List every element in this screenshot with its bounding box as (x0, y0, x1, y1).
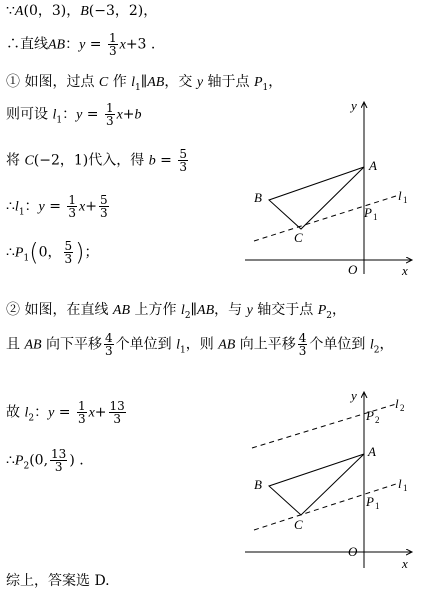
colon: ： (62, 106, 77, 123)
line-name: AB (218, 337, 236, 353)
text: 作 (108, 74, 132, 90)
denominator: 3 (113, 412, 121, 426)
text: ，则 (185, 336, 219, 353)
subscript: 1 (23, 253, 30, 264)
fraction (99, 194, 109, 219)
subscript: 2 (28, 413, 35, 424)
label-l2: l (395, 396, 399, 411)
point-p: P (14, 453, 24, 469)
fraction (109, 400, 126, 425)
var-y: y (48, 405, 55, 421)
label-y: y (351, 388, 357, 403)
equals: = (54, 404, 75, 421)
text: 向下平移 (41, 336, 103, 353)
fraction (77, 400, 87, 425)
line-2 (6, 32, 155, 57)
paren-open: (0, (29, 452, 49, 469)
point-b-label: B (80, 4, 89, 19)
line-name: AB (197, 303, 215, 318)
dashed-line-l2 (252, 404, 396, 448)
parallel-symbol: ∥ (140, 74, 148, 90)
subscript: 2 (184, 310, 191, 321)
text: 个单位到 (309, 336, 370, 353)
point-c: C (98, 75, 109, 90)
equals: = (85, 36, 106, 53)
line-name: AB (48, 37, 66, 53)
fraction (105, 102, 115, 127)
line-name: AB (112, 303, 131, 318)
label-l1-sub: 1 (403, 483, 408, 493)
numerator: 1 (68, 193, 77, 207)
var-x: x (88, 405, 95, 421)
point-b-coord: (−3，2) (88, 3, 144, 19)
denominator: 3 (108, 44, 117, 58)
line-l: l (131, 75, 136, 90)
point-c: C (24, 153, 34, 169)
numerator: 4 (105, 331, 113, 345)
denominator: 3 (105, 344, 113, 358)
line-l: l (180, 303, 185, 318)
colon: ： (34, 404, 49, 421)
equals: = (44, 198, 66, 215)
point-a-coord: (0，3) (23, 3, 67, 19)
var-x: x (116, 107, 123, 123)
label-a: A (369, 158, 377, 173)
text: 故 (6, 404, 25, 421)
line-6 (6, 194, 111, 221)
label-x: x (402, 556, 408, 571)
punctuation: ， (379, 336, 394, 353)
point-p: P (253, 75, 263, 90)
triangle-abc (269, 167, 364, 229)
paren-close: ) (69, 452, 75, 469)
label-y: y (351, 98, 357, 113)
tail: +3 . (125, 36, 156, 53)
figure-2 (240, 388, 420, 573)
line-7 (6, 240, 99, 267)
line-name: AB (147, 75, 165, 90)
item-number: ② (6, 302, 20, 318)
equals: = (155, 152, 177, 169)
point-p: P (14, 245, 24, 261)
line-12 (6, 572, 110, 590)
label-l1-sub: 1 (403, 195, 408, 205)
denominator: 3 (179, 160, 187, 174)
fraction (50, 448, 67, 473)
line-1 (6, 2, 157, 21)
label-b: B (254, 477, 262, 492)
label-p2-sub: 2 (375, 415, 380, 425)
label-l1: l (398, 476, 402, 491)
text: 直线 (20, 36, 48, 53)
label-c: C (294, 230, 303, 245)
fraction (67, 194, 77, 219)
text: 则可设 (6, 106, 53, 123)
subscript: 2 (23, 461, 30, 472)
numerator: 4 (298, 331, 307, 345)
text: 将 (6, 152, 25, 169)
label-p1: P (364, 205, 372, 220)
plus: + (94, 404, 107, 421)
numerator: 13 (109, 399, 125, 413)
plus: + (85, 198, 97, 215)
figure-1 (240, 96, 420, 281)
subscript: 2 (326, 310, 332, 321)
equals: = (82, 106, 103, 123)
var-x: x (79, 199, 86, 215)
var-y: y (246, 303, 253, 318)
label-a: A (368, 444, 376, 459)
line-l: l (14, 199, 19, 215)
line-4 (6, 102, 142, 129)
subscript: 1 (56, 115, 63, 126)
parallel-symbol: ∥ (190, 302, 198, 318)
label-p1-sub: 1 (375, 501, 380, 511)
denominator: 3 (77, 412, 86, 426)
therefore-symbol: ∴ (6, 198, 15, 215)
numerator: 1 (108, 31, 117, 45)
denominator: 3 (64, 252, 73, 266)
line-l: l (52, 107, 57, 123)
text: 轴交于点 (252, 302, 318, 318)
numerator: 5 (179, 147, 187, 161)
punctuation: . (74, 452, 84, 469)
label-x: x (402, 263, 408, 278)
line-8 (6, 301, 346, 325)
subscript: 1 (18, 207, 25, 218)
line-l: l (369, 337, 374, 353)
denominator: 3 (105, 114, 114, 128)
plus: + (122, 106, 135, 123)
label-c: C (294, 517, 303, 532)
numerator: 1 (105, 101, 114, 115)
numerator: 1 (77, 399, 86, 413)
because-symbol: ∵ (6, 3, 15, 19)
denominator: 3 (298, 344, 307, 358)
var-y: y (79, 37, 86, 53)
line-9 (6, 332, 393, 359)
text: ，与 (214, 302, 247, 318)
line-l: l (176, 337, 180, 353)
fraction (104, 332, 114, 357)
subscript: 1 (180, 345, 186, 356)
line-name: AB (24, 337, 42, 353)
colon: ： (65, 36, 80, 53)
point-p: P (317, 303, 327, 318)
text: 如图，在直线 (20, 302, 113, 318)
fraction (108, 32, 118, 57)
therefore-symbol: ∴ (6, 244, 15, 261)
numerator: 13 (51, 447, 67, 461)
numerator: 5 (100, 193, 108, 207)
text: 上方作 (130, 302, 181, 318)
subscript: 2 (373, 345, 380, 356)
text: 个单位到 (115, 336, 177, 353)
subscript: 1 (262, 82, 269, 93)
label-l1: l (398, 188, 402, 203)
punctuation: ； (84, 244, 99, 261)
line-5 (6, 148, 190, 173)
subscript: 1 (135, 82, 141, 93)
text: ，交 (164, 74, 197, 90)
zero: 0， (38, 244, 62, 261)
conclusion-text: 综上，答案选 D. (6, 573, 110, 589)
line-11 (6, 448, 84, 475)
paren-close: ) (75, 238, 85, 267)
therefore-symbol: ∴ (6, 36, 20, 53)
label-b: B (254, 190, 262, 205)
point-a-label: A (14, 4, 24, 19)
numerator: 5 (64, 239, 73, 253)
var-y: y (196, 75, 204, 90)
fraction (178, 148, 188, 173)
denominator: 3 (68, 206, 77, 220)
line-3 (6, 73, 282, 97)
triangle-abc (269, 454, 364, 515)
punctuation: ， (332, 302, 346, 318)
item-number: ① (6, 74, 20, 90)
var-x: x (119, 37, 126, 53)
line-l: l (24, 405, 29, 421)
label-o: O (348, 544, 358, 559)
text: 向上平移 (235, 336, 296, 353)
text: 轴于点 (203, 74, 254, 90)
label-o: O (348, 262, 358, 277)
denominator: 3 (100, 206, 108, 220)
paren-open: ( (29, 238, 39, 267)
therefore-symbol: ∴ (6, 452, 15, 469)
separator: ， (66, 3, 81, 19)
line-10 (6, 400, 128, 427)
punctuation: ， (268, 74, 283, 90)
label-p1: P (366, 494, 374, 509)
label-p2: P (366, 408, 374, 423)
fraction (64, 240, 74, 265)
label-l2-sub: 2 (400, 403, 405, 413)
text: 如图，过点 (20, 74, 99, 90)
colon: ： (24, 198, 39, 215)
fraction (298, 332, 308, 357)
label-p1-sub: 1 (373, 212, 378, 222)
text: (−2，1)代入，得 (33, 152, 149, 169)
var-b: b (148, 153, 156, 169)
var-y: y (38, 199, 45, 215)
text: 且 (6, 336, 25, 353)
var-y: y (76, 107, 83, 123)
punctuation: ， (143, 3, 158, 19)
denominator: 3 (54, 460, 63, 474)
var-b: b (134, 107, 142, 123)
